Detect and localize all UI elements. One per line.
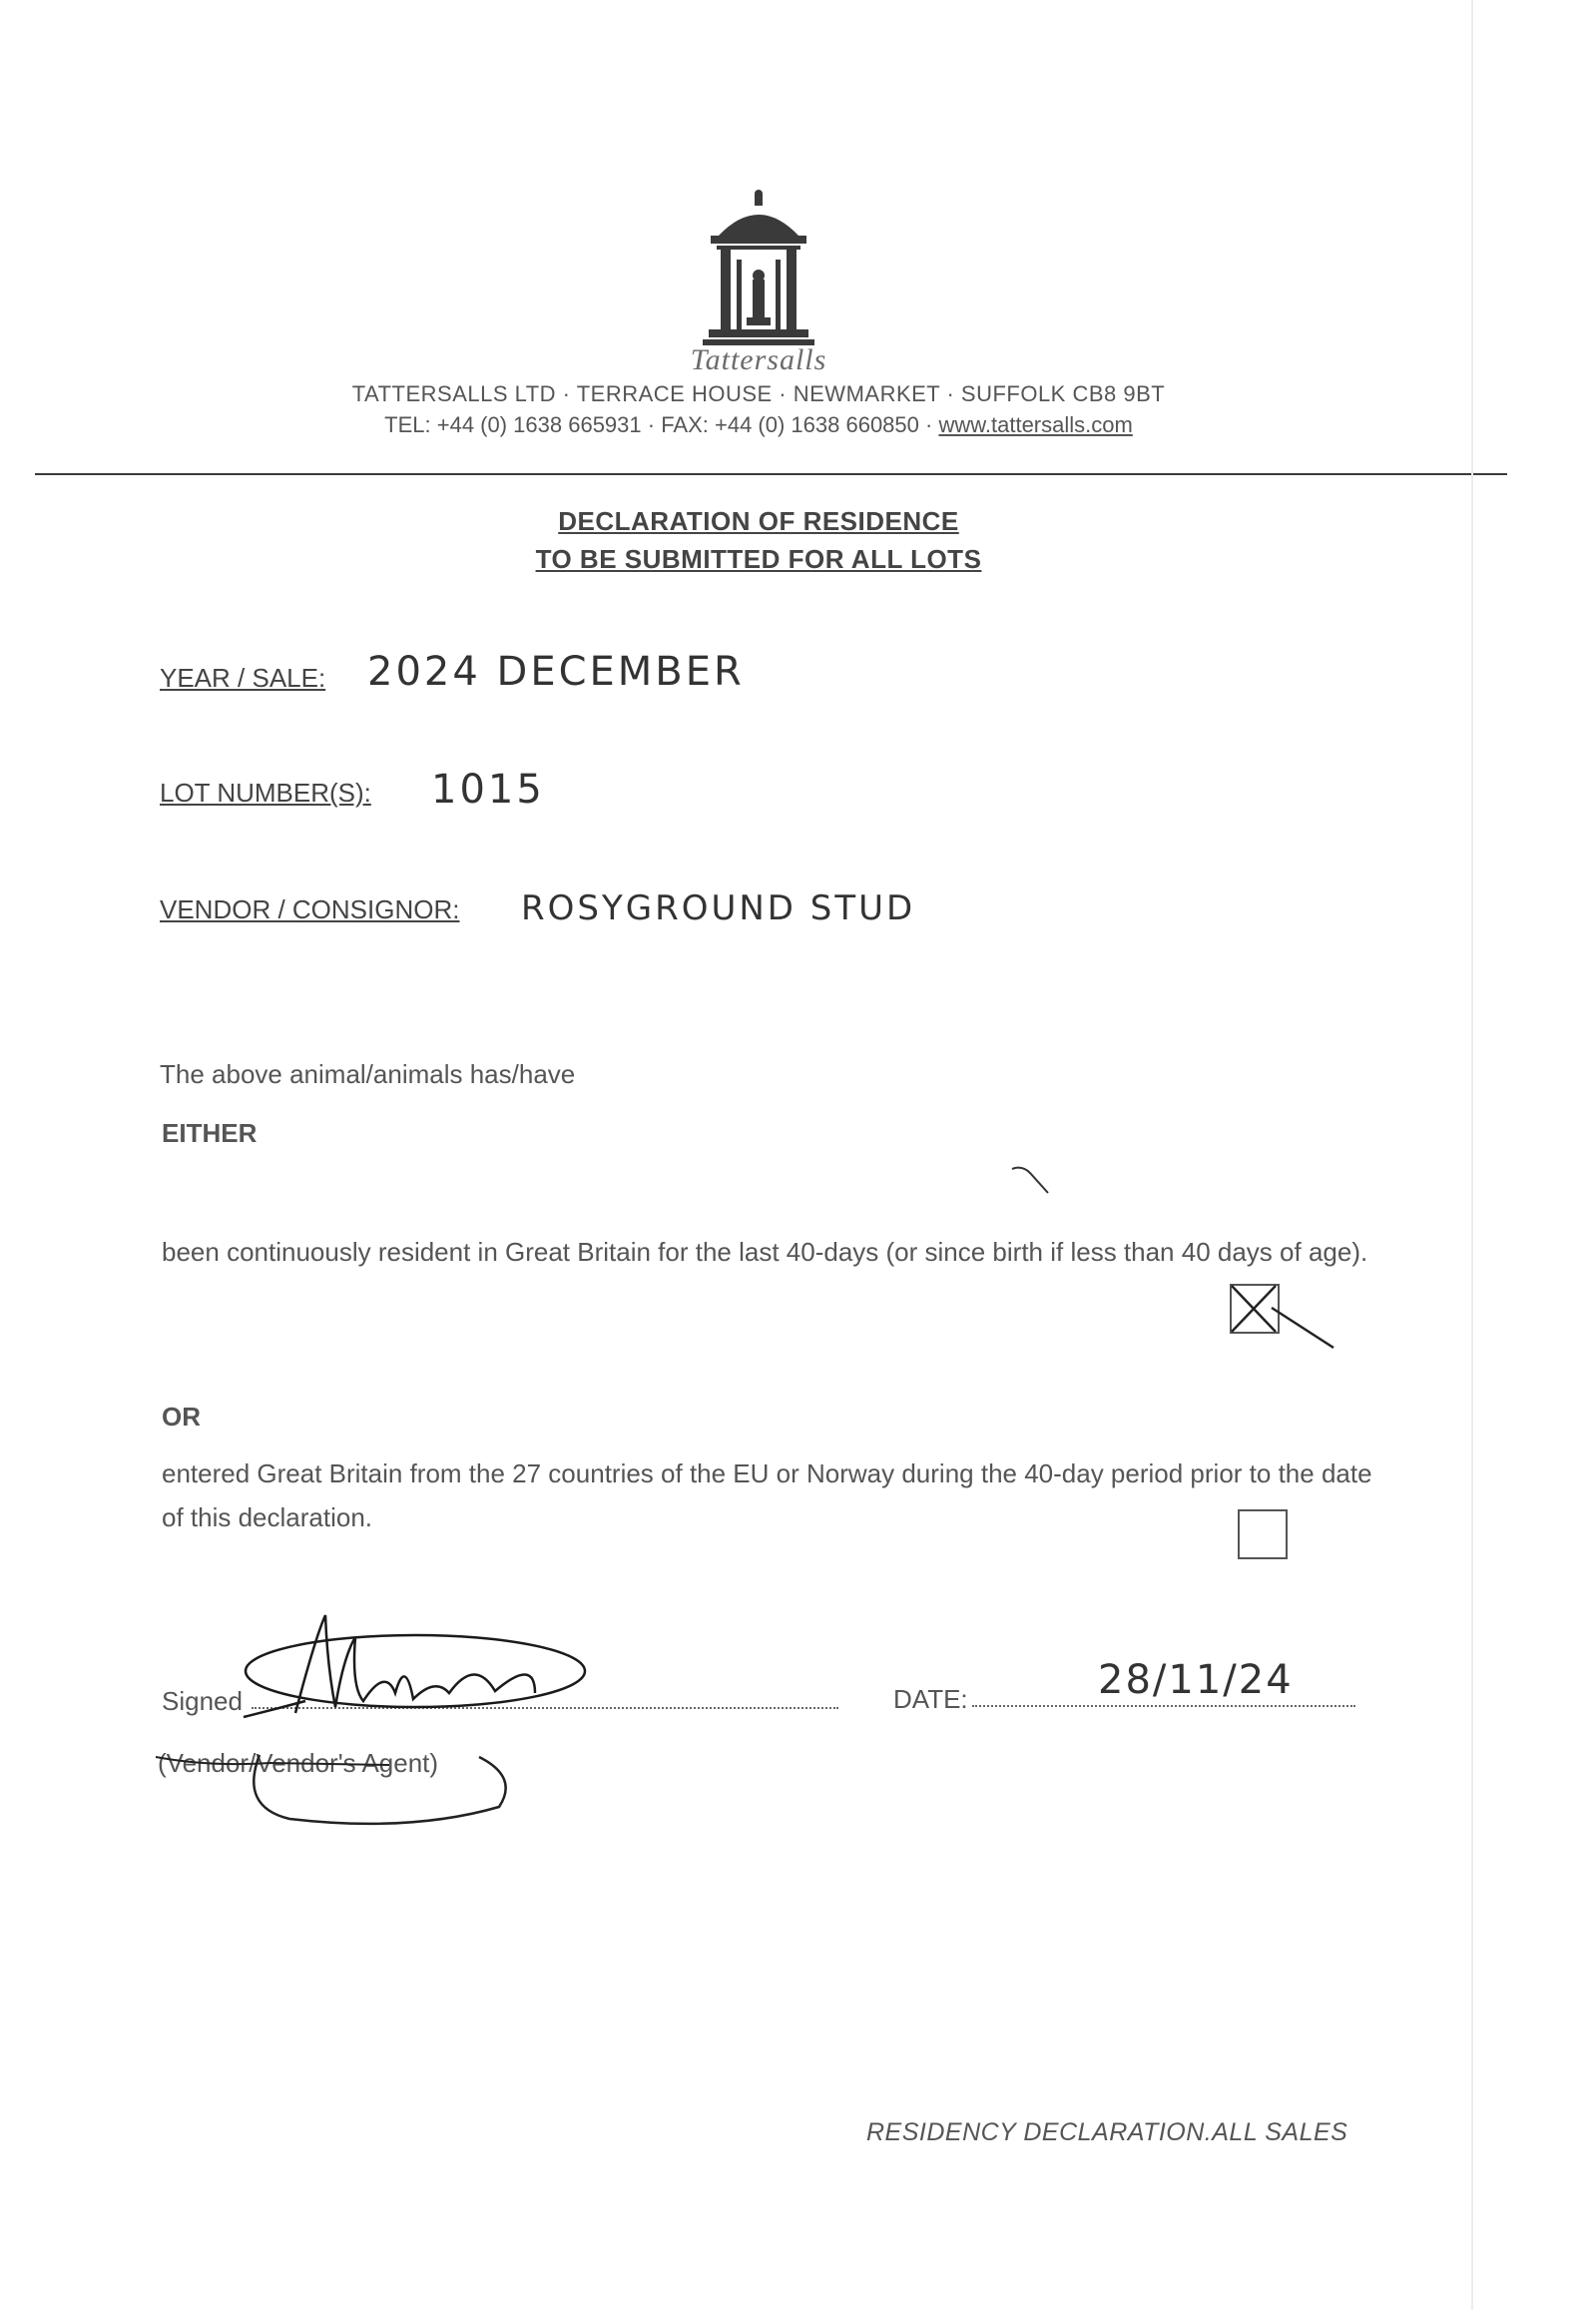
either-heading: EITHER <box>162 1118 258 1148</box>
statement-intro: The above animal/animals has/have <box>160 1059 576 1089</box>
option1-checkmark-icon <box>1224 1278 1343 1352</box>
tattersalls-logo-icon <box>689 190 828 349</box>
year-sale-value: 2024 DECEMBER <box>367 649 745 695</box>
scan-edge <box>1471 0 1473 2310</box>
date-value: 28/11/24 <box>1098 1657 1294 1703</box>
year-sale-label: YEAR / SALE: <box>160 663 326 693</box>
or-heading: OR <box>162 1402 201 1432</box>
vendor-label: VENDOR / CONSIGNOR: <box>160 894 460 924</box>
header-divider <box>35 473 1507 475</box>
option1-text: been continuously resident in Great Britain for the last 40-days (or since birth if less than 40 days of age). <box>162 1237 1368 1267</box>
company-address: TATTERSALLS LTD · TERRACE HOUSE · NEWMARKET · SUFFOLK CB8 9BT <box>351 381 1166 406</box>
signature-scribble-icon <box>236 1597 595 1737</box>
option2-text: entered Great Britain from the 27 countries of the EU or Norway during the 40-day period prior to the date of this declaration. <box>162 1458 1372 1532</box>
date-line <box>972 1705 1355 1707</box>
lot-numbers-value: 1015 <box>431 767 545 813</box>
role-strike-icon <box>150 1737 519 1827</box>
footer-reference: RESIDENCY DECLARATION.ALL SALES <box>866 2118 1348 2146</box>
brand-name: Tattersalls <box>690 343 827 376</box>
option2-checkbox[interactable] <box>1238 1509 1288 1559</box>
lot-numbers-label: LOT NUMBER(S): <box>160 778 371 808</box>
website-link[interactable]: www.tattersalls.com <box>938 412 1133 437</box>
company-contact <box>0 412 1517 438</box>
page-subtitle: TO BE SUBMITTED FOR ALL LOTS <box>535 544 982 574</box>
vendor-value: ROSYGROUND STUD <box>521 888 916 928</box>
signed-label: Signed <box>162 1686 243 1716</box>
contact-numbers: TEL: +44 (0) 1638 665931 · FAX: +44 (0) 1638 660850 · <box>384 412 939 437</box>
date-label: DATE: <box>893 1684 968 1714</box>
role-label: (Vendor/Vendor's Agent) <box>158 1748 439 1778</box>
page-title: DECLARATION OF RESIDENCE <box>558 506 959 536</box>
pen-mark-icon <box>1008 1163 1054 1199</box>
